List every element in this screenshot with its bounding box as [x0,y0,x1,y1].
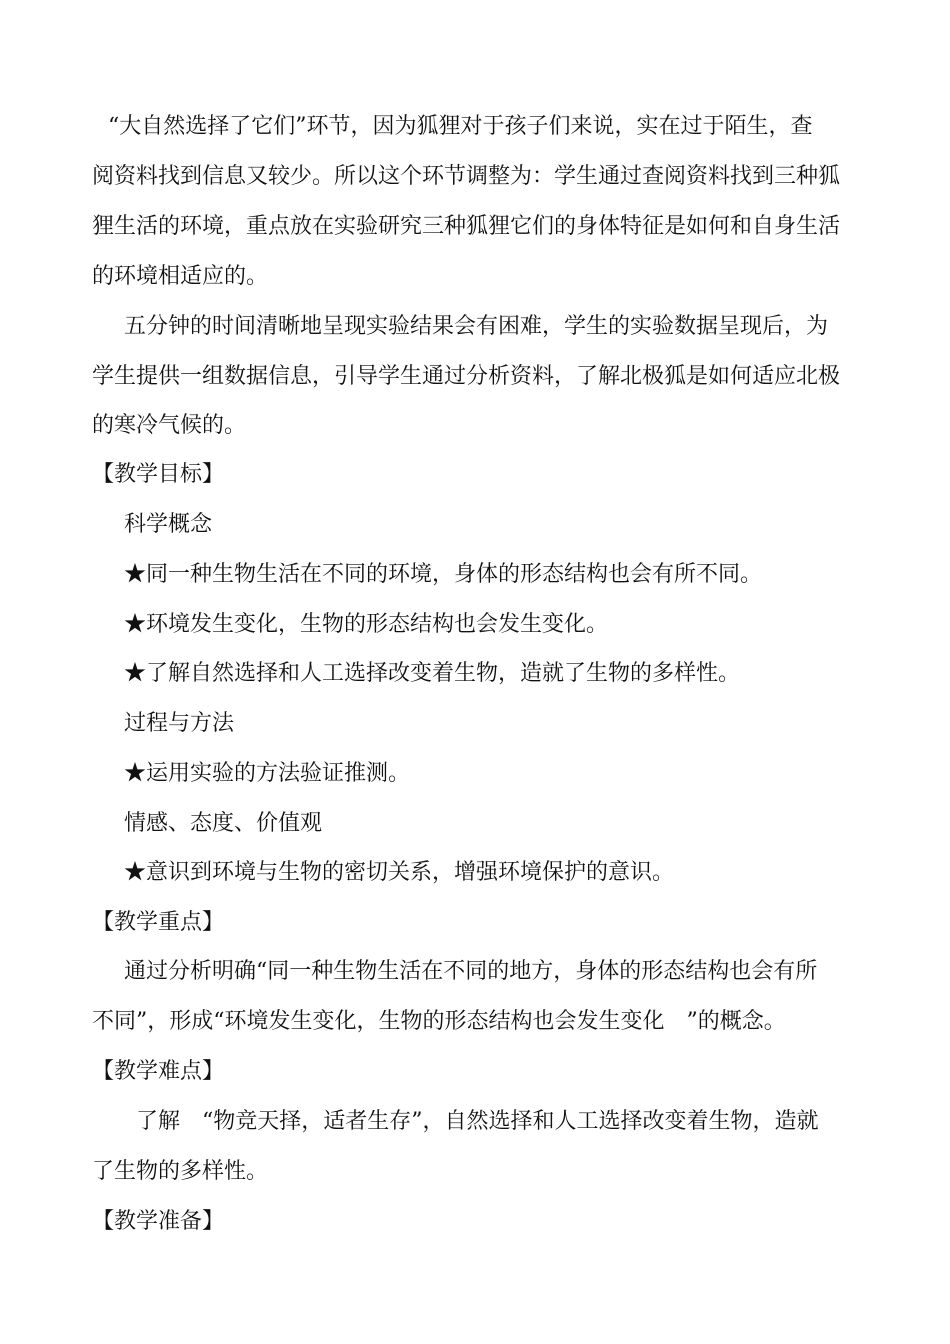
paragraph-2-line-3: 的寒冷气候的。 [92,413,247,438]
difficulties-line-2: 了生物的多样性。 [92,1159,269,1184]
paragraph-2-line-1: 五分钟的时间清晰地呈现实验结果会有困难，学生的实验数据呈现后，为 [124,314,829,339]
difficulties-heading: 【教学难点】 [92,1059,225,1084]
concept-item: ★了解自然选择和人工选择改变着生物，造就了生物的多样性。 [124,661,741,686]
paragraph-2-line-2: 学生提供一组数据信息，引导学生通过分析资料，了解北极狐是如何适应北极 [92,364,841,389]
key-points-heading: 【教学重点】 [92,910,225,935]
paragraph-1-line-3: 狸生活的环境，重点放在实验研究三种狐狸它们的身体特征是如何和自身生活 [92,214,841,239]
process-label: 过程与方法 [124,711,235,736]
preparation-heading: 【教学准备】 [92,1209,225,1234]
paragraph-1-line-1: “大自然选择了它们”环节，因为狐狸对于孩子们来说，实在过于陌生，查 [108,114,813,139]
key-points-line-1: 通过分析明确“同一种生物生活在不同的地方，身体的形态结构也会有所 [124,959,818,984]
attitude-label: 情感、态度、价值观 [124,811,323,836]
concept-item: ★环境发生变化，生物的形态结构也会发生变化。 [124,612,609,637]
paragraph-1-line-4: 的环境相适应的。 [92,264,269,289]
attitude-item: ★意识到环境与生物的密切关系，增强环境保护的意识。 [124,860,675,885]
difficulties-line-1: 了解 “物竞天择，适者生存”，自然选择和人工选择改变着生物，造就 [136,1109,819,1134]
key-points-line-2: 不同”，形成“环境发生变化，生物的形态结构也会发生变化 ”的概念。 [92,1009,786,1034]
concept-label: 科学概念 [124,512,213,537]
process-item: ★运用实验的方法验证推测。 [124,761,411,786]
paragraph-1-line-2: 阅资料找到信息又较少。所以这个环节调整为：学生通过查阅资料找到三种狐 [92,164,841,189]
concept-item: ★同一种生物生活在不同的环境，身体的形态结构也会有所不同。 [124,562,763,587]
objectives-heading: 【教学目标】 [92,462,225,487]
